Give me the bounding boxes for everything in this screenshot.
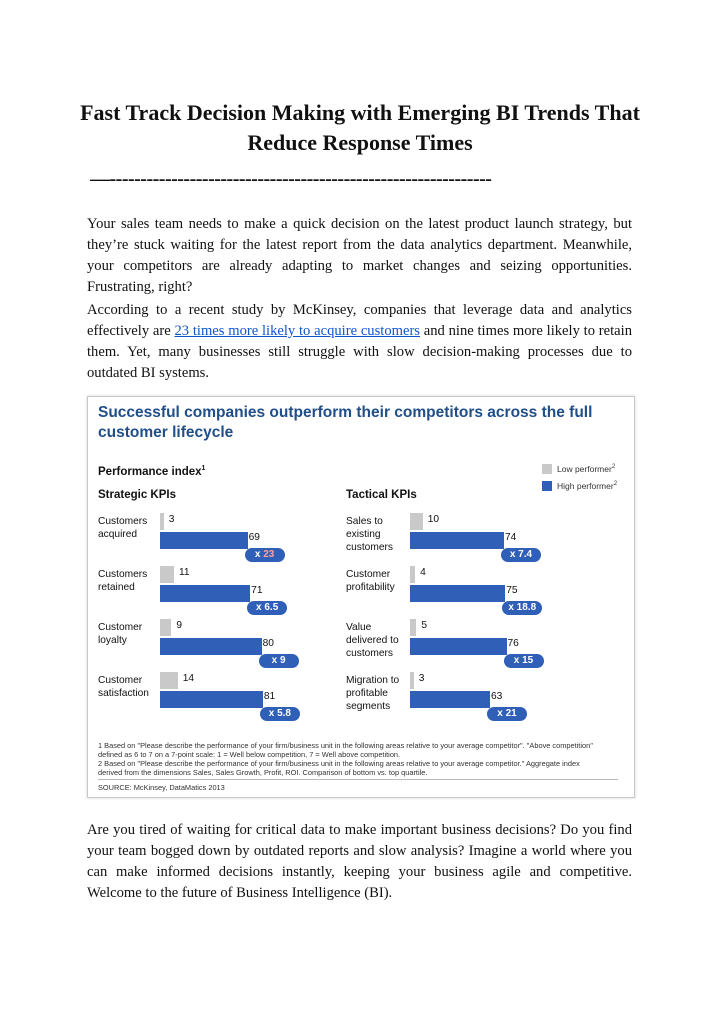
footnote-2b: derived from the dimensions Sales, Sales Growth, Profit, ROI. Comparison of bottom vs. top quartile.: [98, 768, 428, 777]
chart-subtitle-sup: 1: [201, 465, 206, 472]
closing-paragraph: Are you tired of waiting for critical data to make important business decisions? Do you find your team bogged down by outdated reports and slow analysis? Imagine a world where you can make informed decisions instantly, keeping your business agile and competitive. Welcome to the future of Business Intelligence (BI).: [87, 822, 632, 901]
high-bar-customer-satisfaction: [160, 691, 263, 708]
low-bar-customers-acquired: [160, 513, 164, 530]
low-bar-sales-to-existing-customers: [410, 513, 423, 530]
strategic-kpis-heading: Strategic KPIs: [98, 489, 176, 501]
legend-low-label: Low performer: [557, 464, 612, 474]
legend-high-sup: 2: [613, 481, 618, 488]
low-bar-customer-satisfaction: [160, 672, 178, 689]
high-bar-migration-to-profitable-segments: [410, 691, 490, 708]
low-bar-customers-retained: [160, 566, 174, 583]
kpi-label-customers-retained: Customers retained: [98, 569, 148, 593]
multiplier-prefix: x: [254, 549, 264, 560]
high-bar-customer-profitability: [410, 585, 505, 602]
low-value-customer-satisfaction: 14: [182, 673, 195, 684]
high-value-customer-profitability: 75: [506, 585, 518, 596]
low-value-customers-retained: 11: [178, 567, 190, 578]
multiplier-badge-customer-satisfaction: x 5.8: [260, 707, 300, 721]
kpi-label-customer-loyalty: Customer loyalty: [98, 622, 143, 646]
intro-paragraph: Your sales team needs to make a quick decision on the latest product launch strategy, but they’re stuck waiting for the latest report from the data analytics department. Meanwhile, your competitors are already adapting to market changes and seizing opportunities. Frustrating, right?: [87, 216, 632, 295]
legend-low-sup: 2: [611, 464, 616, 471]
high-bar-customer-loyalty: [160, 638, 262, 655]
high-value-customer-loyalty: 80: [262, 638, 274, 649]
kpi-label-sales-to-existing-customers: Sales to existing customers: [346, 516, 393, 553]
chart-source: SOURCE: McKinsey, DataMatics 2013: [98, 783, 225, 792]
legend-high-swatch: [542, 481, 552, 491]
low-value-customers-acquired: 3: [168, 514, 175, 525]
high-bar-value-delivered-to-customers: [410, 638, 507, 655]
footnote-1b: defined as 6 to 7 on a 7-point scale: 1 = Well below competition, 7 = Well above competition.: [98, 750, 401, 759]
kpi-label-customers-acquired: Customers acquired: [98, 516, 148, 540]
low-value-migration-to-profitable-segments: 3: [418, 673, 425, 684]
legend-high-label: High performer: [557, 481, 614, 491]
multiplier-badge-value-delivered-to-customers: x 15: [504, 654, 544, 668]
low-bar-migration-to-profitable-segments: [410, 672, 414, 689]
multiplier-highlight: 23: [263, 549, 275, 560]
chart-title: Successful companies outperform their competitors across the full customer lifecycle: [98, 404, 593, 441]
acquire-customers-link[interactable]: 23 times more likely to acquire customers: [174, 323, 420, 339]
high-value-value-delivered-to-customers: 76: [507, 638, 519, 649]
legend-low-swatch: [542, 464, 552, 474]
multiplier-badge-sales-to-existing-customers: x 7.4: [501, 548, 541, 562]
multiplier-badge-migration-to-profitable-segments: x 21: [487, 707, 527, 721]
low-value-customer-loyalty: 9: [176, 620, 183, 631]
low-bar-customer-profitability: [410, 566, 415, 583]
study-paragraph: [87, 300, 632, 384]
footnote-1a: 1 Based on "Please describe the performance of your firm/business unit in the following areas relative to your average competitor". "Above competition": [98, 741, 593, 750]
footnote-2a: 2 Based on "Please describe the performance of your firm/business unit in the following areas relative to your average competitor." Aggregate index: [98, 759, 580, 768]
multiplier-badge-customers-acquired: [245, 548, 285, 562]
title-divider: —--------------------------------------------------------------: [90, 168, 492, 190]
high-value-customer-satisfaction: 81: [263, 691, 276, 702]
kpi-label-customer-profitability: Customer profitability: [346, 569, 395, 593]
multiplier-badge-customers-retained: x 6.5: [247, 601, 287, 615]
high-value-sales-to-existing-customers: 74: [504, 532, 517, 543]
high-bar-customers-acquired: [160, 532, 248, 549]
legend-high: [542, 481, 617, 491]
footnote-divider: [98, 779, 618, 780]
tactical-kpis-heading: Tactical KPIs: [346, 489, 417, 501]
low-value-customer-profitability: 4: [420, 567, 426, 578]
study-text-after: and nine times more likely to retain them. Yet, many businesses still struggle with slow decision-making processes due to outdated BI systems.: [87, 323, 632, 381]
high-bar-sales-to-existing-customers: [410, 532, 504, 549]
multiplier-badge-customer-profitability: x 18.8: [502, 601, 542, 615]
kpi-label-customer-satisfaction: Customer satisfaction: [98, 675, 149, 699]
high-value-customers-retained: 71: [251, 585, 263, 596]
document-title: Fast Track Decision Making with Emerging BI Trends That Reduce Response Times: [80, 100, 640, 155]
chart-subtitle: [98, 465, 205, 478]
multiplier-badge-customer-loyalty: x 9: [259, 654, 299, 668]
high-value-customers-acquired: 69: [248, 532, 260, 543]
performance-chart-figure: [87, 396, 635, 798]
low-bar-customer-loyalty: [160, 619, 171, 636]
study-text-before: According to a recent study by McKinsey, companies that leverage data and analytics effectively are: [87, 302, 632, 339]
low-value-value-delivered-to-customers: 5: [421, 620, 428, 631]
legend-low: [542, 464, 615, 474]
kpi-label-value-delivered-to-customers: Value delivered to customers: [346, 622, 399, 659]
low-bar-value-delivered-to-customers: [410, 619, 416, 636]
high-value-migration-to-profitable-segments: 63: [491, 691, 503, 702]
chart-subtitle-text: Performance index: [98, 465, 202, 478]
high-bar-customers-retained: [160, 585, 250, 602]
low-value-sales-to-existing-customers: 10: [427, 514, 440, 525]
kpi-label-migration-to-profitable-segments: Migration to profitable segments: [346, 675, 400, 712]
